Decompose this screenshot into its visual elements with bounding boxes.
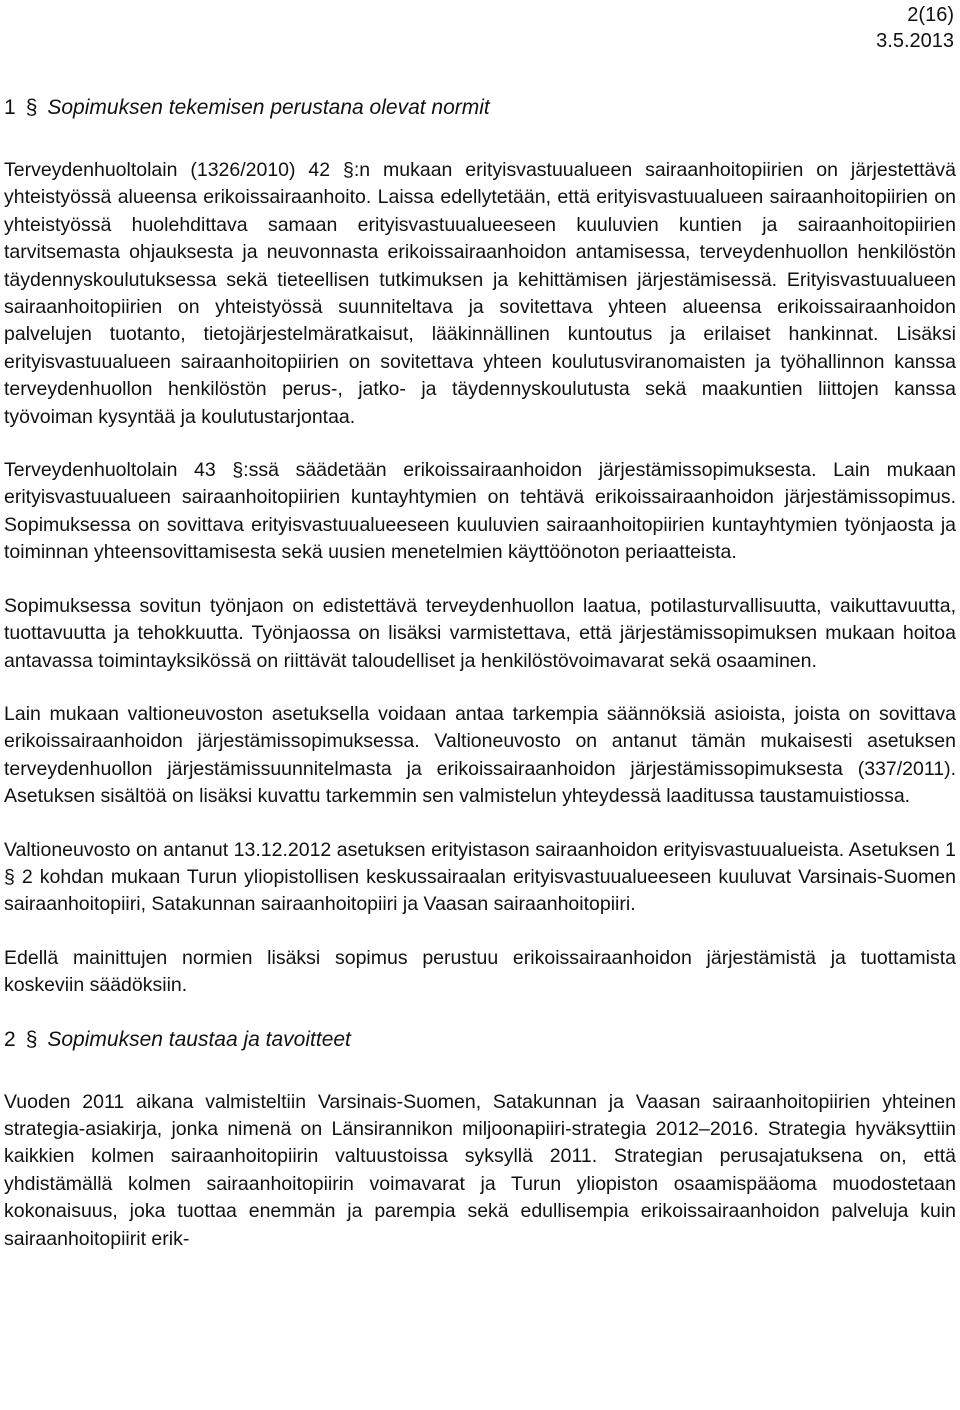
section-title: Sopimuksen taustaa ja tavoitteet <box>47 1027 351 1051</box>
page-header <box>876 2 954 54</box>
paragraph: Terveydenhuoltolain (1326/2010) 42 §:n mukaan erityisvastuualueen sairaanhoitopiirien on järjestettävä yhteistyössä alueensa erikoissairaanhoito. Laissa edellytetään, että erityisvastuualueen sairaanhoitopiirien on yhteistyössä huolehdittava samaan erityisvastuualueeseen kuuluvien kuntien ja sairaanhoitopiirien tarvitsemasta ohjauksesta ja neuvonnasta erikoissairaanhoidon antamisessa, terveydenhuollon henkilöstön täydennyskoulutuksessa sekä tieteellisen tutkimuksen ja kehittämisen järjestämisessä. Erityisvastuualueen sairaanhoitopiirien on yhteistyössä suunniteltava ja sovitettava yhteen alueensa erikoissairaanhoidon palvelujen tuotanto, tietojärjestelmäratkaisut, lääkinnällinen kuntoutus ja erilaiset hankinnat. Lisäksi erityisvastuualueen sairaanhoitopiirien on sovitettava yhteen koulutusviranomaisten ja työhallinnon kanssa terveydenhuollon henkilöstön perus-, jatko- ja täydennyskoulutusta sekä maakuntien liittojen kanssa työvoiman kysyntää ja koulutustarjontaa. <box>4 159 956 428</box>
page-number: 2(16) <box>907 4 954 26</box>
section-title: Sopimuksen tekemisen perustana olevat normit <box>47 96 490 119</box>
paragraph: Terveydenhuoltolain 43 §:ssä säädetään erikoissairaanhoidon järjestämissopimuksesta. Lain mukaan erityisvastuualueen sairaanhoitopiirien kuntayhtymien on tehtävä erikoissairaanhoidon järjestämissopimus. Sopimuksessa on sovittava erityisvastuualueeseen kuuluvien sairaanhoitopiirien kuntayhtymien työnjaosta ja toiminnan yhteensovittamisesta sekä uusien menetelmien käyttöönoton periaatteista. <box>4 459 956 564</box>
paragraph: Edellä mainittujen normien lisäksi sopimus perustuu erikoissairaanhoidon järjestämistä ja tuottamista koskeviin säädöksiin. <box>4 946 956 997</box>
section-symbol: § <box>25 96 38 119</box>
paragraph: Lain mukaan valtioneuvoston asetuksella voidaan antaa tarkempia säännöksiä asioista, joista on sovittava erikoissairaanhoidon järjestämissopimuksessa. Valtioneuvosto on antanut tämän mukaisesti asetuksen terveydenhuollon järjestämissuunnitelmasta ja erikoissairaanhoidon järjestämissopimuksesta (337/2011). Asetuksen sisältöä on lisäksi kuvattu tarkemmin sen valmistelun yhteydessä laaditussa taustamuistiossa. <box>4 702 956 808</box>
section-heading-2 <box>4 1026 956 1053</box>
section-heading-1 <box>4 94 956 121</box>
section-number: 1 <box>4 96 16 119</box>
paragraph: Vuoden 2011 aikana valmisteltiin Varsinais-Suomen, Satakunnan ja Vaasan sairaanhoitopiirien yhteinen strategia-asiakirja, jonka nimenä on Länsirannikon miljoonapiiri-strategia 2012–2016. Strategia hyväksyttiin kaikkien kolmen sairaanhoitopiirin valtuustoissa syksyllä 2011. Strategian perusajatuksena on, että yhdistämällä kolmen sairaanhoitopiirin voimavarat ja Turun yliopiston osaamispääoma muodostetaan kokonaisuus, joka tuottaa enemmän ja parempia sekä edullisempia erikoissairaanhoidon palveluja kuin sairaanhoitopiirit erik- <box>4 1090 956 1250</box>
section-number: 2 <box>4 1027 16 1051</box>
document-date: 3.5.2013 <box>876 30 954 52</box>
paragraph: Valtioneuvosto on antanut 13.12.2012 asetuksen erityistason sairaanhoidon erityisvastuualueista. Asetuksen 1 § 2 kohdan mukaan Turun yliopistollisen keskussairaalan erityisvastuualueeseen kuuluvat Varsinais-Suomen sairaanhoitopiiri, Satakunnan sairaanhoitopiiri ja Vaasan sairaanhoitopiiri. <box>4 838 956 916</box>
paragraph: Sopimuksessa sovitun työnjaon on edistettävä terveydenhuollon laatua, potilasturvallisuutta, vaikuttavuutta, tuottavuutta ja tehokkuutta. Työnjaossa on lisäksi varmistettava, että järjestämissopimuksen mukaan hoitoa antavassa toimintayksikössä on riittävät taloudelliset ja henkilöstövoimavarat sekä osaaminen. <box>4 594 956 672</box>
section-symbol: § <box>25 1027 38 1051</box>
document-body <box>4 94 956 1279</box>
